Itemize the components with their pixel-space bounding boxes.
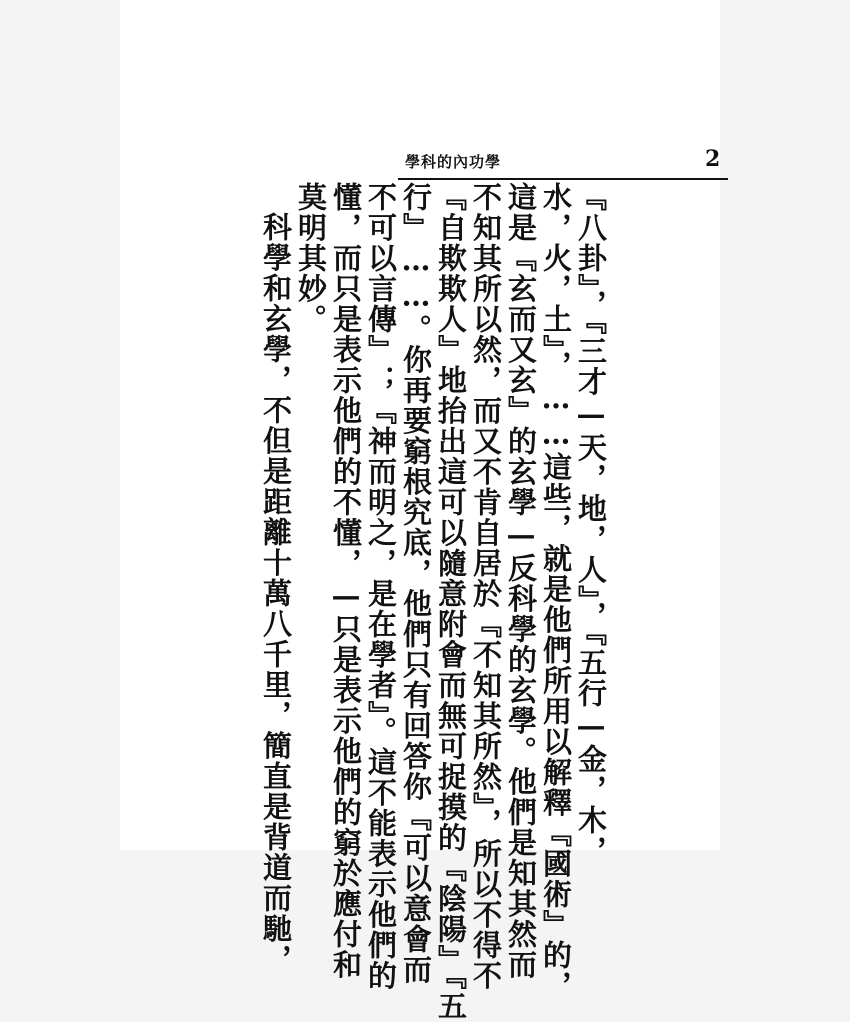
text-column: 不知其所以然，而又不肯自居於『不知其所然』，所以不得不 — [469, 182, 503, 991]
text-column: 水，火，土』，……這些，就是他們所用以解釋『國術』的， — [539, 182, 573, 1001]
text-column: 『八卦』，『三才—天，地，人』，『五行—金，木， — [574, 182, 608, 866]
running-title: 學科的內功學 — [405, 153, 502, 171]
text-column: 懂，而只是表示他們的不懂，—只是表示他們的窮於應付和 — [329, 182, 363, 980]
paragraph-start-column: 科學和玄學，不但是距離十萬八千里，簡直是背道而馳， — [259, 212, 293, 975]
header-rule — [398, 178, 728, 180]
text-column: 莫明其妙。 — [294, 182, 328, 335]
text-column: 這是『玄而又玄』的玄學—反科學的玄學。他們是知其然而 — [504, 182, 538, 980]
page-number: 2 — [705, 146, 721, 172]
text-column: 不可以言傳』；『神而明之，是在學者』。這不能表示他們的 — [364, 182, 398, 991]
text-column: 行』……。你再要窮根究底，他們只有回答你『可以意會而 — [399, 182, 433, 985]
text-column: 『自欺欺人』地抬出這可以隨意附會而無可捉摸的『陰陽』『五 — [434, 182, 468, 1022]
